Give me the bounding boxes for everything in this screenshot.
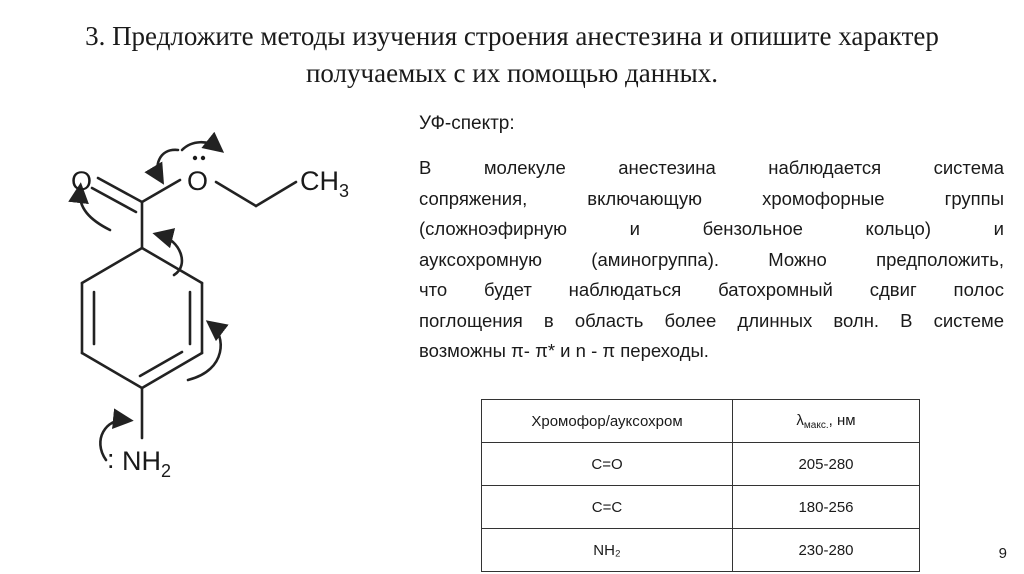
chromophore-table xyxy=(481,399,920,572)
ring-bond xyxy=(82,248,142,283)
table-header-row xyxy=(482,400,920,443)
header-lambda: $\lambda_{макс.}$, нм xyxy=(733,400,920,443)
curved-arrow xyxy=(182,142,218,150)
bond-carbonyl-ester-o xyxy=(142,180,180,202)
ring-double-bond xyxy=(140,352,182,376)
curved-arrow xyxy=(157,150,178,178)
ring-bond xyxy=(82,353,142,388)
table-cell-group: NH₂ xyxy=(482,529,733,572)
table-cell-group: C=O xyxy=(482,443,733,486)
ring-bond xyxy=(142,248,202,283)
anesthesin-structure xyxy=(50,120,380,490)
uv-line: (сложноэфирную и бензольное кольцо) и xyxy=(419,218,1004,239)
title-line-1: 3. Предложите методы изучения строения анестезина и опишите характер xyxy=(85,21,939,51)
slide-title xyxy=(30,18,994,92)
curved-arrow xyxy=(188,325,221,380)
table-cell-value: 230-280 xyxy=(733,529,920,572)
uv-line: что будет наблюдаться батохромный сдвиг полос xyxy=(419,279,1004,300)
table-cell-value: 180-256 xyxy=(733,486,920,529)
table-cell-group: C=C xyxy=(482,486,733,529)
uv-spectrum-heading: УФ-спектр: xyxy=(419,113,515,134)
uv-line: ауксохромную (аминогруппа). Можно предположить, xyxy=(419,248,1004,270)
uv-description xyxy=(419,153,1004,367)
amino-label: $NH_2$ xyxy=(122,446,172,481)
ester-lone-pair-dot xyxy=(193,156,197,160)
uv-line: возможны π- π* и n - π переходы. xyxy=(419,340,709,361)
bond-ester-o-ch2 xyxy=(216,182,256,206)
ester-oxygen-label: O xyxy=(187,166,209,196)
table-cell-value: 205-280 xyxy=(733,443,920,486)
carbonyl-oxygen-label: O xyxy=(71,166,93,196)
uv-line: В молекуле анестезина наблюдается система xyxy=(419,157,1004,178)
nitrogen-lone-pair: : xyxy=(107,444,115,474)
title-line-2: получаемых с их помощью данных. xyxy=(305,58,719,88)
page-number: 9 xyxy=(998,545,1007,562)
table-row xyxy=(482,486,920,529)
uv-line: поглощения в область более длинных волн. В системе xyxy=(419,309,1004,331)
carbonyl-double-bond xyxy=(92,188,136,212)
curved-arrow xyxy=(160,235,182,275)
ester-lone-pair-dot xyxy=(201,156,205,160)
bond-ch2-ch3 xyxy=(256,182,296,206)
header-chromophore: Хромофор/ауксохром xyxy=(482,400,733,443)
carbonyl-double-bond xyxy=(98,178,142,202)
table-row xyxy=(482,443,920,486)
methyl-label: $CH_3$ xyxy=(300,166,350,201)
uv-line: сопряжения, включающую хромофорные группы xyxy=(419,187,1004,209)
table-row xyxy=(482,529,920,572)
